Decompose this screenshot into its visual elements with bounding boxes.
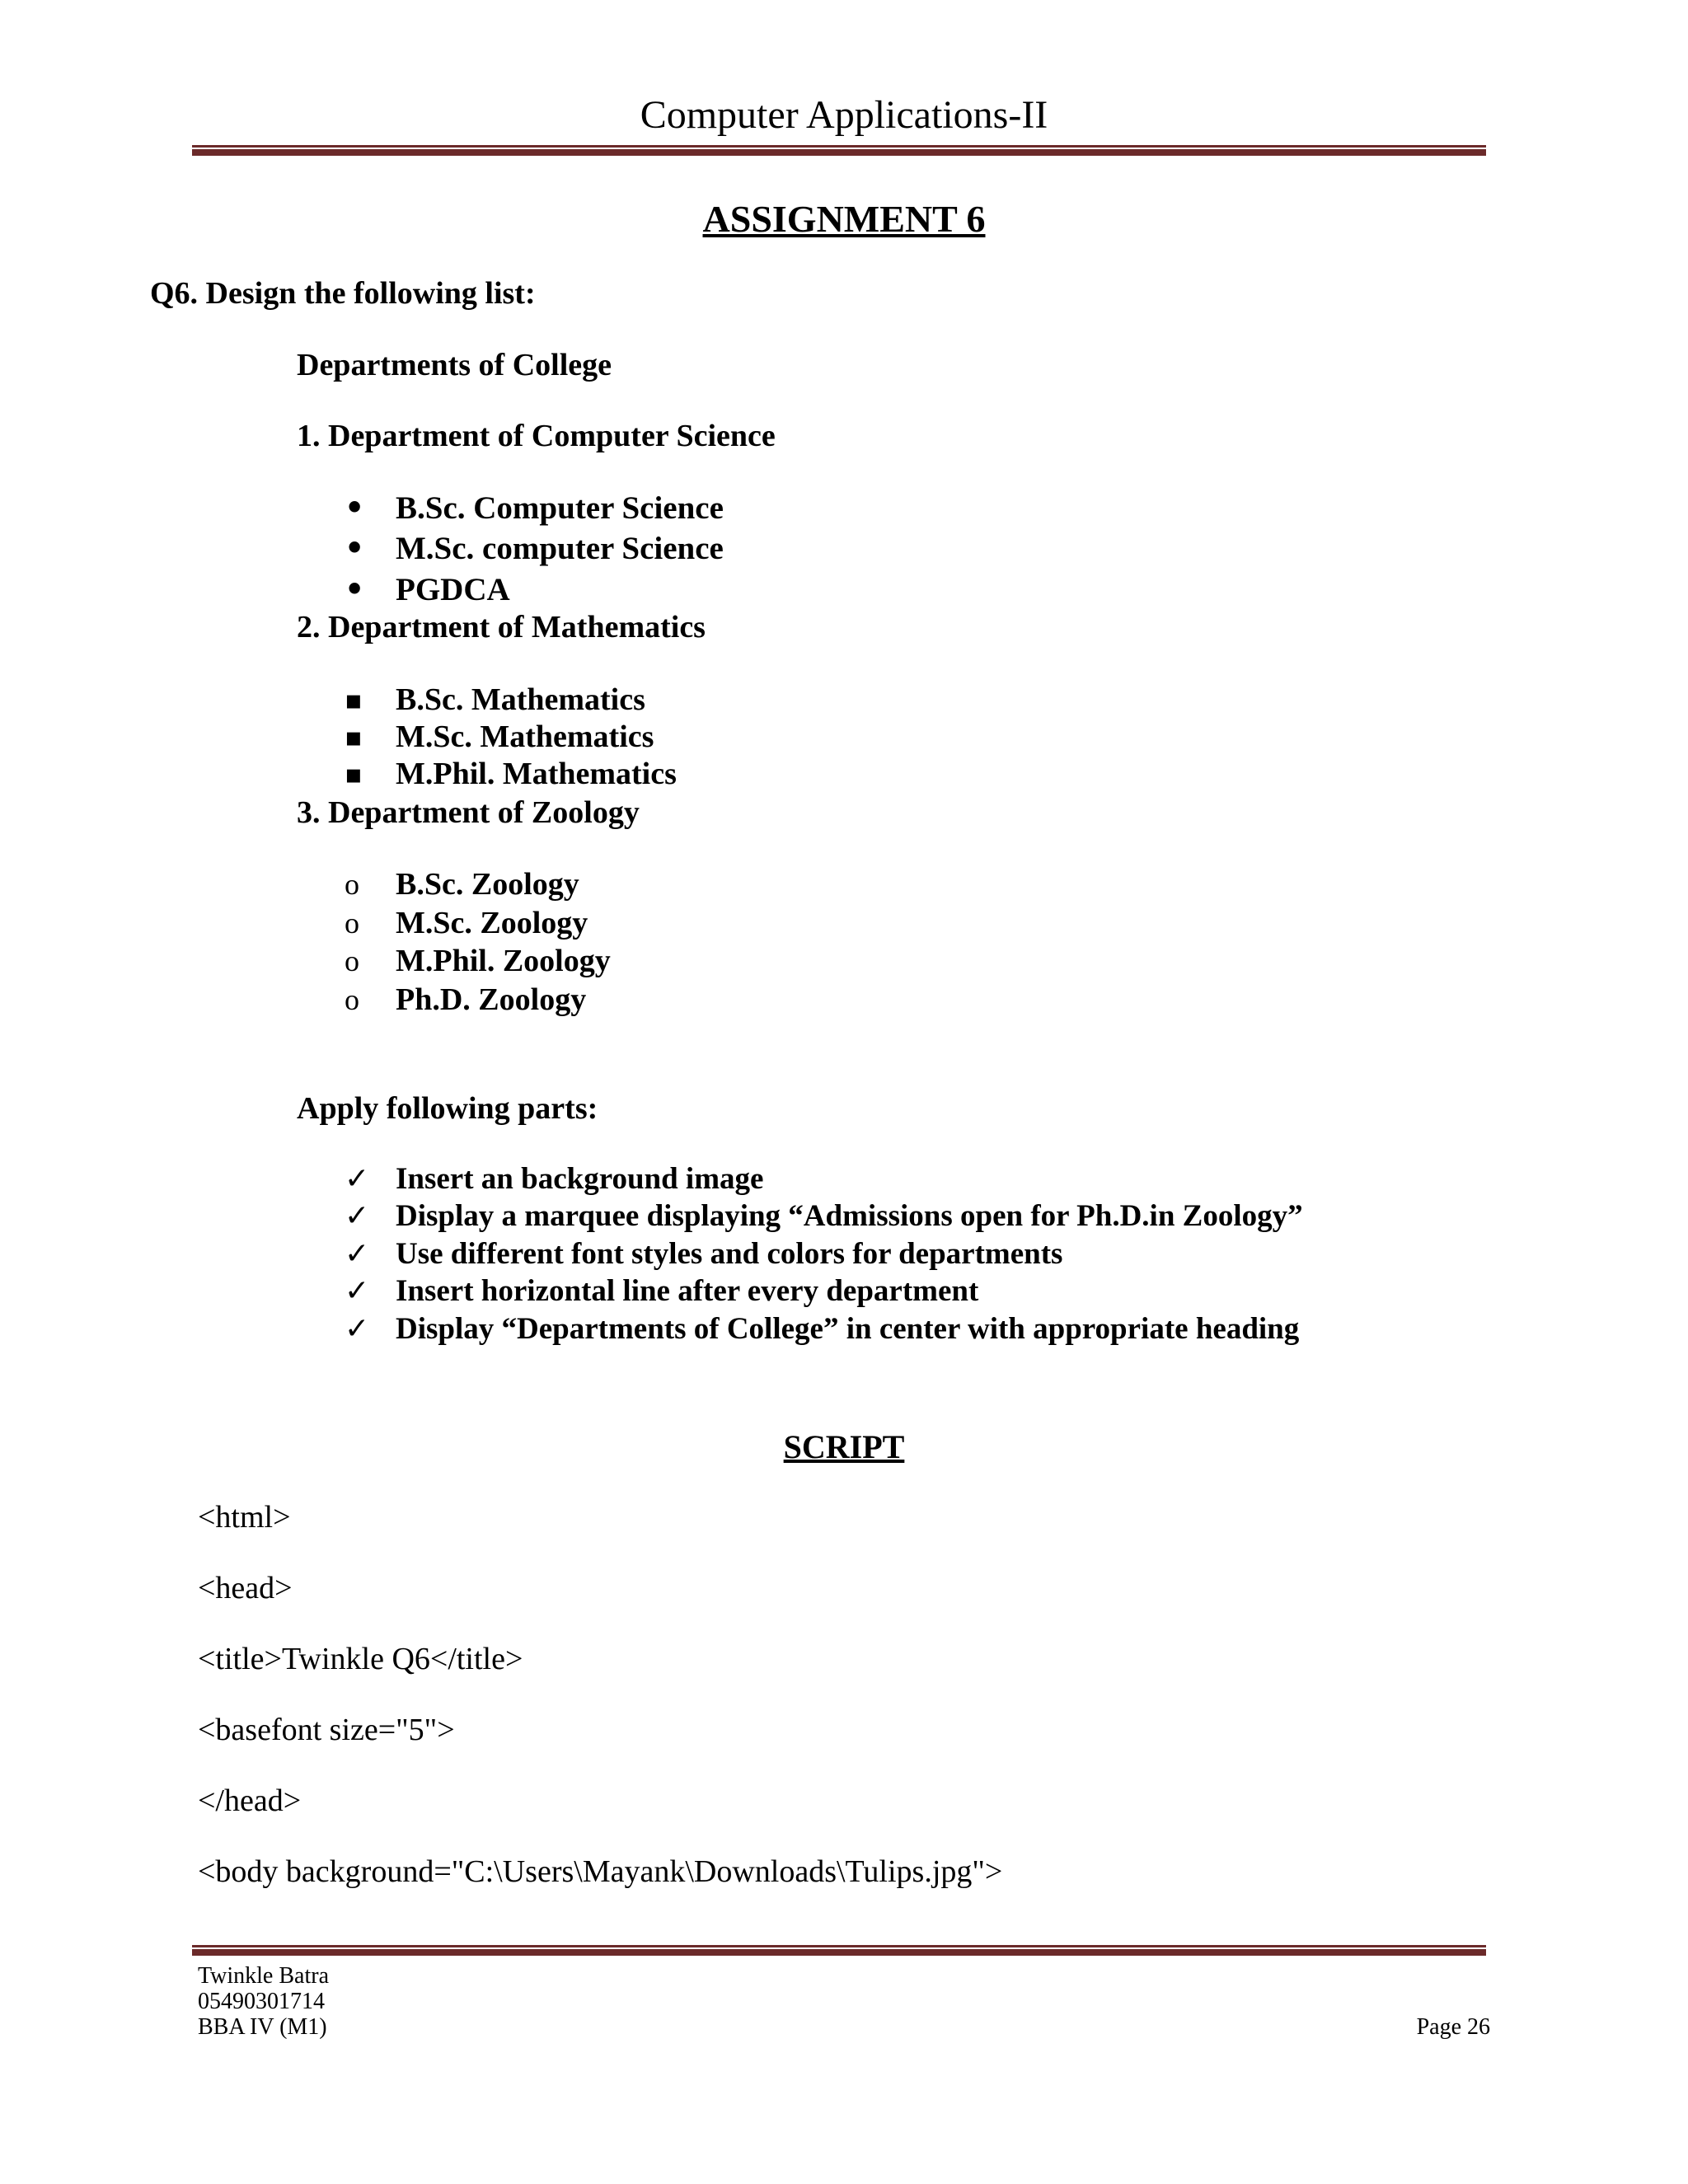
disc-bullet-icon bbox=[345, 529, 364, 567]
footer-name: Twinkle Batra bbox=[198, 1963, 329, 1989]
apply-item: Display a marquee displaying “Admissions open for Ph.D.in Zoology” bbox=[396, 1199, 1303, 1233]
list-item: M.Phil. Mathematics bbox=[396, 757, 677, 791]
list-item: M.Phil. Zoology bbox=[396, 944, 611, 978]
department-title: 2. Department of Mathematics bbox=[297, 610, 706, 644]
footer-class: BBA IV (M1) bbox=[198, 2014, 327, 2040]
circle-bullet-icon bbox=[345, 904, 359, 942]
footer-rule-thick bbox=[192, 1949, 1486, 1956]
code-line: </head> bbox=[198, 1783, 302, 1818]
question-text: Q6. Design the following list: bbox=[150, 276, 536, 311]
disc-bullet-icon bbox=[345, 489, 364, 527]
header-title: Computer Applications-II bbox=[640, 93, 1048, 137]
header-rule-thick bbox=[192, 149, 1486, 156]
code-line: <basefont size="5"> bbox=[198, 1713, 455, 1747]
check-icon bbox=[345, 1310, 369, 1348]
square-bullet-icon bbox=[345, 755, 363, 793]
apply-item: Insert horizontal line after every department bbox=[396, 1274, 979, 1308]
check-icon bbox=[345, 1235, 369, 1273]
list-item: M.Sc. Zoology bbox=[396, 906, 588, 940]
list-item: Ph.D. Zoology bbox=[396, 982, 587, 1017]
list-item: B.Sc. Mathematics bbox=[396, 682, 645, 717]
assignment-title: ASSIGNMENT 6 bbox=[702, 198, 986, 240]
square-bullet-icon bbox=[345, 718, 363, 756]
list-item: PGDCA bbox=[396, 572, 510, 607]
list-item: M.Sc. Mathematics bbox=[396, 719, 654, 754]
script-title: SCRIPT bbox=[783, 1428, 905, 1465]
footer-roll-number: 05490301714 bbox=[198, 1989, 325, 2014]
disc-bullet-icon bbox=[345, 570, 364, 608]
list-item: B.Sc. Zoology bbox=[396, 867, 579, 902]
circle-bullet-icon bbox=[345, 942, 359, 980]
apply-heading: Apply following parts: bbox=[297, 1091, 598, 1126]
check-icon bbox=[345, 1160, 369, 1198]
apply-item: Display “Departments of College” in center with appropriate heading bbox=[396, 1312, 1300, 1346]
square-bullet-icon bbox=[345, 681, 363, 719]
list-item: M.Sc. computer Science bbox=[396, 531, 724, 566]
apply-item: Use different font styles and colors for departments bbox=[396, 1237, 1063, 1271]
header-rule-thin bbox=[192, 145, 1486, 148]
circle-bullet-icon bbox=[345, 865, 359, 903]
page-number: Page 26 bbox=[1416, 2014, 1490, 2040]
circle-bullet-icon bbox=[345, 981, 359, 1019]
list-heading: Departments of College bbox=[297, 348, 612, 382]
code-line: <head> bbox=[198, 1571, 293, 1605]
code-line: <html> bbox=[198, 1500, 291, 1535]
department-title: 1. Department of Computer Science bbox=[297, 419, 776, 453]
check-icon bbox=[345, 1197, 369, 1235]
apply-item: Insert an background image bbox=[396, 1162, 764, 1196]
department-title: 3. Department of Zoology bbox=[297, 795, 640, 830]
code-line: <title>Twinkle Q6</title> bbox=[198, 1642, 523, 1676]
code-line: <body background="C:\Users\Mayank\Downloads\Tulips.jpg"> bbox=[198, 1854, 1003, 1889]
list-item: B.Sc. Computer Science bbox=[396, 490, 724, 526]
footer-rule-thin bbox=[192, 1945, 1486, 1947]
check-icon bbox=[345, 1272, 369, 1310]
